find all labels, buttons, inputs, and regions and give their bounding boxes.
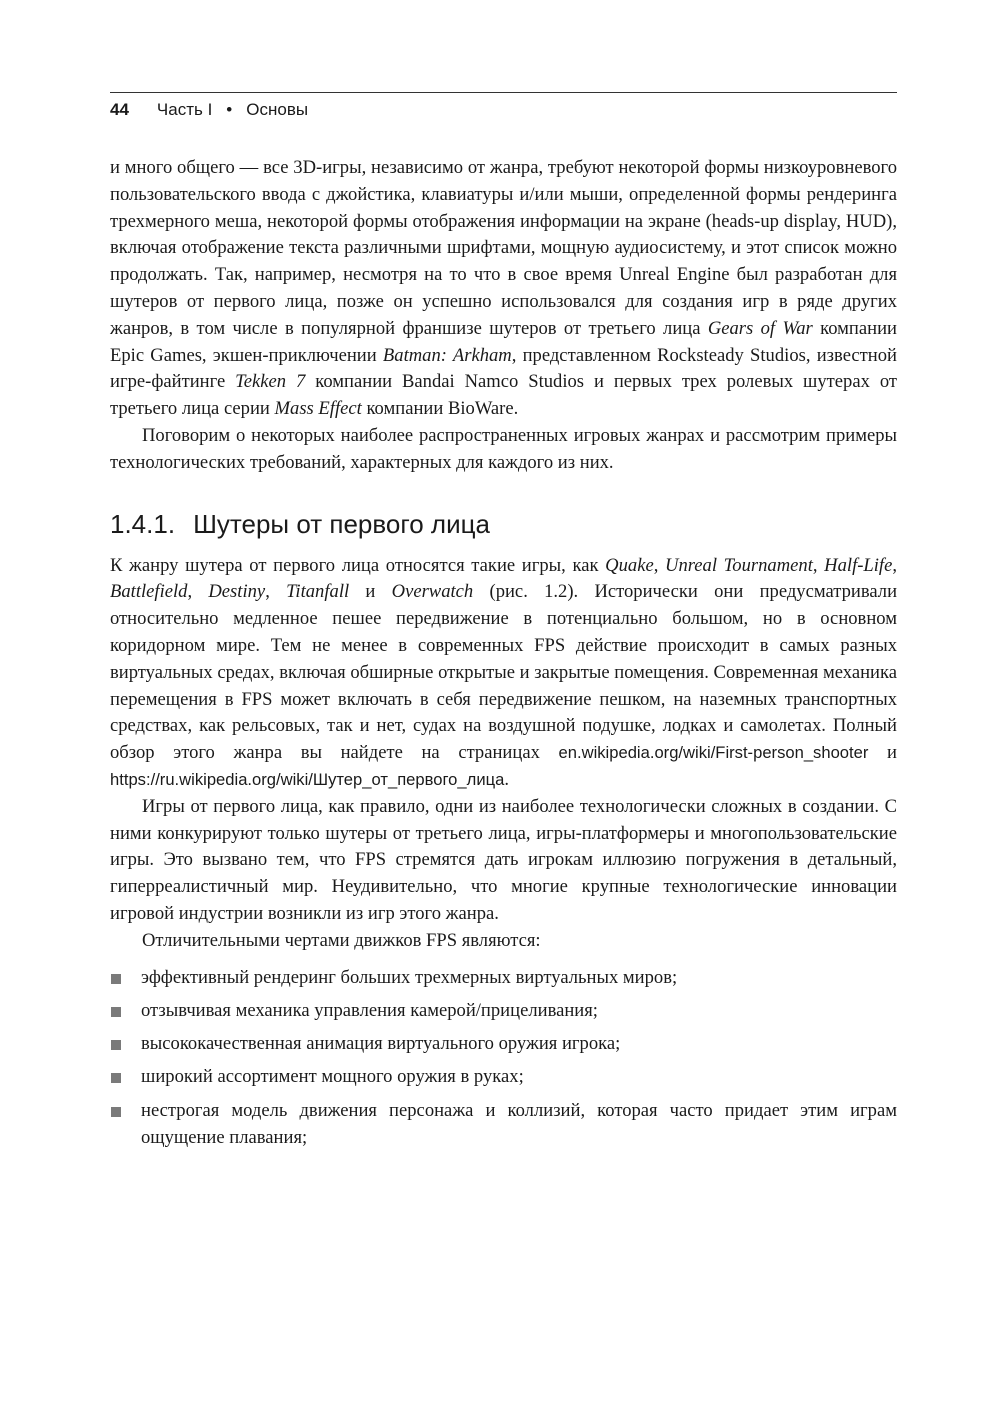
section-title: Шутеры от первого лица xyxy=(193,508,490,539)
square-bullet-icon xyxy=(111,974,121,984)
paragraph-3: К жанру шутера от первого лица относятся такие игры, как Quake, Unreal Tournament, Half-Life, Battlefield, Destiny, Titanfall и Overwatch (рис. 1.2). Исторически они предусматривали относительно медленное пешее передвижение в потенциально большом, но в основном коридорном мире. Тем не менее в современных FPS действие происходит в самых разных виртуальных средах, включая обширные открытые и закрытые помещения. Современная механика перемещения в FPS может включать в себя передвижение пешком, на наземных транспортных средствах, как рельсовых, так и нет, судах на воздушной подушке, лодках и самолетах. Полный обзор этого жанра вы найдете на страницах en.wikipedia.org/wiki/First-person_shooter и https://ru.wikipedia.org/wiki/Шутер_от_первого_лица. xyxy=(110,554,898,790)
section-heading xyxy=(110,507,897,541)
page-number: 44 xyxy=(110,100,129,119)
list-item: широкий ассортимент мощного оружия в руках; xyxy=(110,1064,897,1091)
list-item: эффективный рендеринг больших трехмерных виртуальных миров; xyxy=(110,965,897,992)
square-bullet-icon xyxy=(111,1073,121,1083)
link-ru-wikipedia[interactable]: https://ru.wikipedia.org/wiki/Шутер_от_первого_лица xyxy=(110,769,505,789)
feature-list xyxy=(110,965,897,1152)
title-gears-of-war: Gears of War xyxy=(707,317,813,339)
title-mass-effect: Mass Effect xyxy=(274,398,362,420)
paragraph-1: и много общего — все 3D-игры, независимо от жанра, требуют некоторой формы низкоуровневого пользовательского ввода с джойстика, клавиатуры и/или мыши, определенной формы рендеринга трехмерного меша, некоторой формы отображения информации на экране (heads-up display, HUD), включая отображение текста различными шрифтами, мощную аудиосистему, и этот список можно продолжать. Так, например, несмотря на то что в свое время Unreal Engine был разработан для шутеров от первого лица, позже он успешно использовался для создания игр в ряде других жанров, в том числе в популярной франшизе шутеров от третьего лица Gears of War компании Epic Games, экшен-приключении Batman: Arkham, представленном Rocksteady Studios, известной игре-файтинге Tekken 7 компании Bandai Namco Studios и первых трех ролевых шутерах от третьего лица серии Mass Effect компании BioWare. xyxy=(110,157,897,420)
square-bullet-icon xyxy=(111,1040,121,1050)
square-bullet-icon xyxy=(111,1107,121,1117)
list-item: высококачественная анимация виртуального оружия игрока; xyxy=(110,1031,897,1058)
paragraph-4: Игры от первого лица, как правило, одни из наиболее технологически сложных в создании. С ними конкурируют только шутеры от третьего лица, игры-платформеры и многопользовательские игры. Это вызвано тем, что FPS стремятся дать игрокам иллюзию погружения в детальный, гиперреалистичный мир. Неудивительно, что многие крупные технологические инновации игровой индустрии возникли из игр этого жанра. xyxy=(110,795,897,924)
title-tekken-7: Tekken 7 xyxy=(235,371,306,393)
header-rule xyxy=(110,92,897,93)
header-bullet: • xyxy=(226,100,233,119)
paragraph-5: Отличительными чертами движков FPS являются: xyxy=(142,929,541,951)
list-item: отзывчивая механика управления камерой/прицеливания; xyxy=(110,998,897,1025)
list-item: нестрогая модель движения персонажа и коллизий, которая часто придает этим играм ощущение плавания; xyxy=(110,1098,897,1152)
section-label: Основы xyxy=(246,100,309,119)
square-bullet-icon xyxy=(111,1007,121,1017)
running-header xyxy=(110,97,897,127)
section-number: 1.4.1. xyxy=(110,508,176,539)
part-label: Часть I xyxy=(156,100,213,119)
paragraph-2: Поговорим о некоторых наиболее распространенных игровых жанрах и рассмотрим примеры технологических требований, характерных для каждого из них. xyxy=(110,424,897,473)
page-body xyxy=(110,155,897,1158)
title-batman-arkham: Batman: Arkham xyxy=(382,344,512,366)
link-en-wikipedia[interactable]: en.wikipedia.org/wiki/First-person_shooter xyxy=(558,743,869,763)
book-page xyxy=(110,0,897,1413)
